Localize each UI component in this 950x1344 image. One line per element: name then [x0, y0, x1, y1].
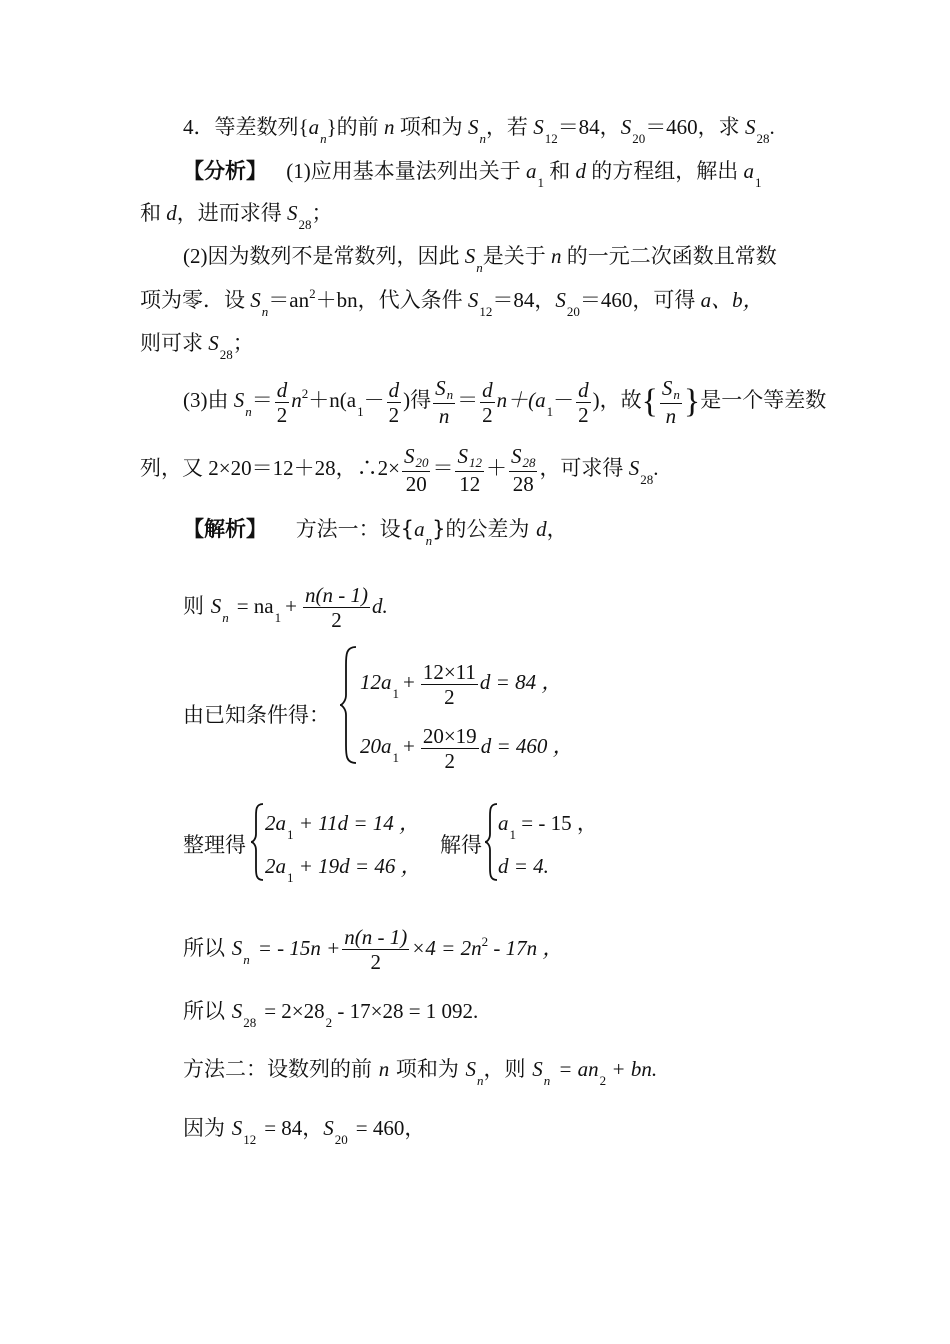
problem-statement: 4．等差数列$\{a_n\}$的前 n 项和为 $S_n$，若 $S_{12}=84$，$S_{20}=460$，求 $S_{28}$. [183, 115, 775, 146]
analysis-line-2: 和 d，进而求得 $S_{28}$； [140, 201, 333, 232]
formula-sn: 则 $S_n = na_1$ + $\frac{n(n - 1)}{2}$ d. [183, 582, 388, 632]
solve-label: 解得 [440, 833, 482, 857]
result-s28: 所以 $S_{28} = 2\times 28_2 - 17\times 28 = 1$ 092. [183, 999, 479, 1030]
left-brace [250, 802, 266, 882]
because-line: 因为 $S_{12} = 84$，$S_{20} = 460$， [183, 1116, 426, 1147]
left-brace [338, 645, 360, 765]
analysis-tag: 【分析】 [183, 159, 267, 183]
solution-method1-title: 【解析】 方法一：设$\{a_n\}$的公差为 d， [183, 517, 568, 548]
analysis-line-7: 列，又 2×20＝12＋28，∴2× $\frac{S20}{20}$ ＝ $\frac{S12}{12}$ ＋ $\frac{S28}{28}$ ，可求得 $S_{28}$. [140, 444, 659, 497]
simplify-label: 整理得 [183, 833, 246, 857]
analysis-line-1: 【分析】 (1)应用基本量法列出关于 $a_1$ 和 d 的方程组，解出 $a_1$ [183, 159, 762, 190]
method2-line: 方法二：设数列的前 n 项和为 $S_n$，则 $S_n = an_2$ + bn. [183, 1057, 658, 1088]
condition-label: 由已知条件得： [183, 703, 330, 727]
fraction-sn-over-n: $\frac{Sn}{n}$ [435, 376, 454, 429]
analysis-line-5: 则可求 $S_{28}$； [140, 331, 254, 362]
system1-row1: $12a_1$ + $\frac{12\times 11}{2}$ d = 84 ， [360, 659, 563, 709]
system3-row2: d = 4. [498, 854, 549, 878]
result-sn: 所以 $S_n$ = - 15n + $\frac{n(n - 1)}{2}$ $\times 4 = 2n^2 - 17n$ ， [183, 924, 564, 974]
fraction-d-over-2: $\frac{d}{2}$ [276, 377, 288, 427]
analysis-line-3: (2)因为数列不是常数列，因此 $S_n$是关于 n 的一元二次函数且常数 [183, 244, 777, 275]
solution-tag: 【解析】 [183, 517, 267, 541]
system2-row2: $2a_1 + 19d = 46$ ， [265, 854, 422, 885]
analysis-line-6: (3)由 $S_n=$ $\frac{d}{2}$ $n^2+n(a_1-$ $\frac{d}{2}$ )得 $\frac{Sn}{n}$ ＝ $\frac{d}{2}$ $n+(a_1-$ $\frac{d}{2}$ )，故{ $\frac{Sn}{n}$ }是一个等差数 [183, 376, 827, 429]
system1-row2: $20a_1$ + $\frac{20\times 19}{2}$ d = 460 ， [360, 723, 574, 773]
system2-row1: $2a_1 + 11d = 14$ ， [265, 811, 421, 842]
analysis-line-4: 项为零．设 $S_n=an^2+bn$，代入条件 $S_{12}=84$，$S_{20}=460$，可得 a、b， [140, 286, 764, 319]
system3-row1: $a_1$ = - 15 ， [498, 811, 598, 842]
